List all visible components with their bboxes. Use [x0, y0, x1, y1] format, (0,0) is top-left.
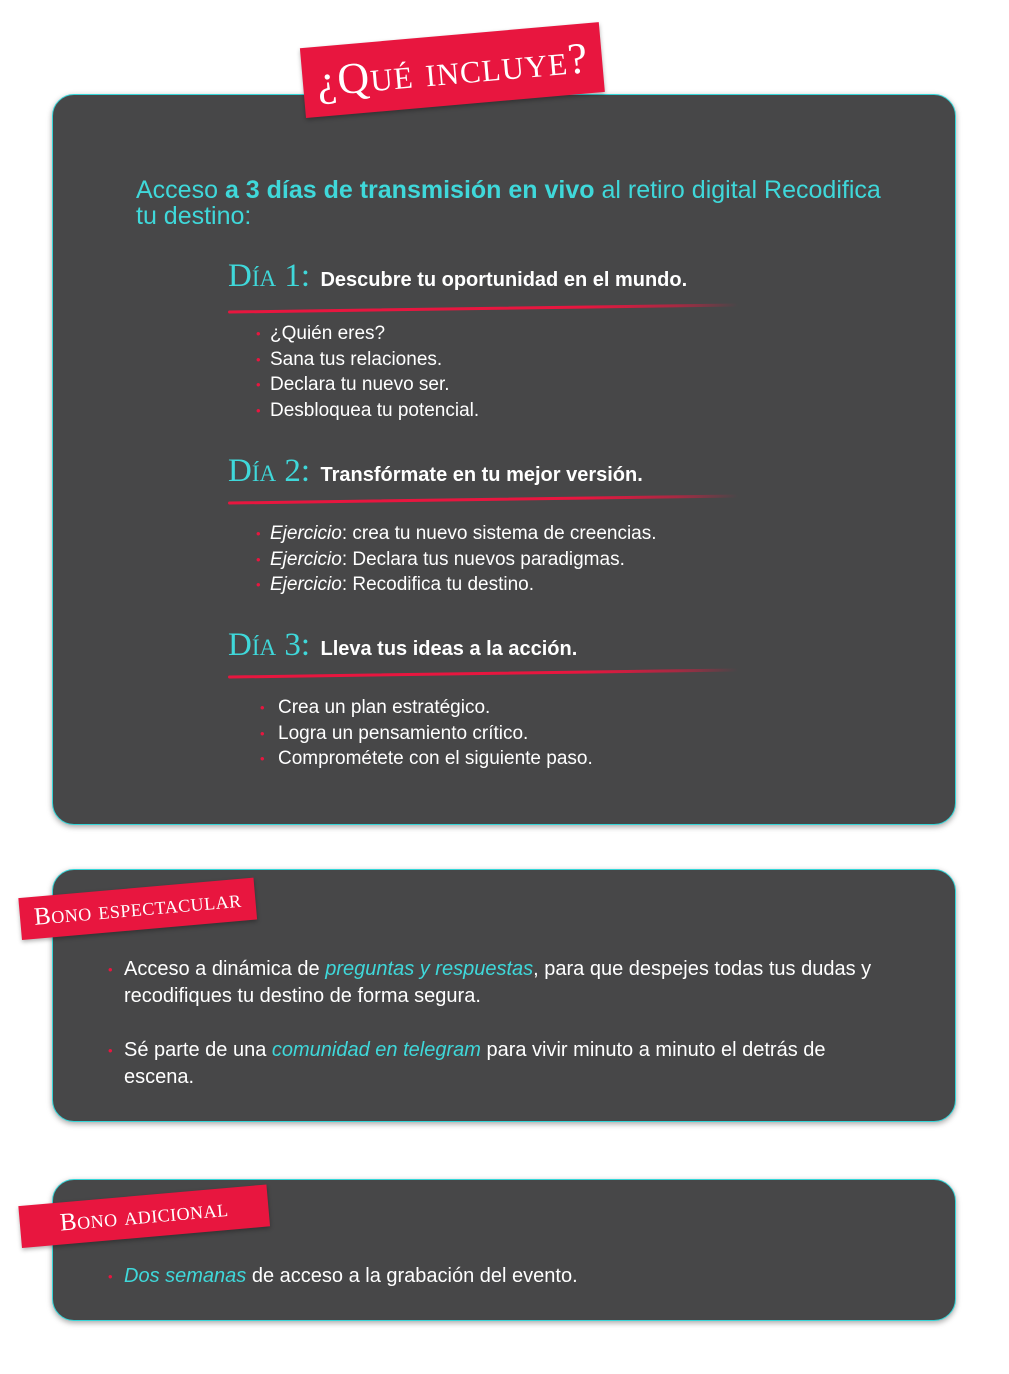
- bullet-icon: •: [256, 551, 261, 567]
- exercise-label: Ejercicio: [270, 548, 342, 570]
- list-item: [256, 572, 657, 598]
- list-item: [108, 956, 898, 1010]
- bullet-icon: •: [108, 1269, 113, 1284]
- list-item-text: Crea un plan estratégico.: [278, 697, 491, 718]
- bullet-icon: •: [260, 725, 265, 741]
- list-item-text: : crea tu nuevo sistema de creencias.: [341, 523, 657, 544]
- bullet-icon: •: [256, 326, 261, 341]
- list-item: [108, 1037, 898, 1091]
- list-item: [256, 521, 657, 547]
- bullet-icon: •: [260, 700, 265, 715]
- list-item-text: ¿Quién eres?: [270, 323, 386, 344]
- bullet-icon: •: [108, 1043, 113, 1058]
- bono-adicional-banner: Bono adicional: [18, 1184, 270, 1248]
- bullet-icon: •: [260, 751, 265, 766]
- list-item-text: , para que despejes todas tus dudas y recodifiques tu destino de forma segura.: [124, 958, 872, 1007]
- intro-part1: Acceso: [136, 176, 225, 204]
- bullet-icon: •: [256, 402, 261, 418]
- list-item: [260, 695, 593, 721]
- list-item: [256, 347, 479, 373]
- list-item: [260, 746, 593, 772]
- list-item-text: Comprométete con el siguiente paso.: [278, 748, 593, 769]
- bullet-icon: •: [256, 351, 261, 367]
- list-item-text: Sé parte de una: [124, 1039, 272, 1061]
- bono-adicional-list: [108, 1263, 898, 1290]
- intro-part2: al retiro digital Recodifica tu destino:: [136, 176, 881, 230]
- day-1-heading: [228, 258, 687, 295]
- list-item: [256, 398, 479, 424]
- list-item: [256, 321, 479, 347]
- list-item-text: Sana tus relaciones.: [270, 348, 443, 370]
- list-item-text: : Recodifica tu destino.: [341, 574, 535, 595]
- day-1-list: [256, 321, 479, 423]
- list-item: [260, 721, 593, 747]
- exercise-label: Ejercicio: [270, 523, 342, 544]
- bullet-icon: •: [256, 577, 261, 592]
- list-item-text: Declara tu nuevo ser.: [270, 374, 450, 395]
- list-item: [256, 372, 479, 398]
- day-2-label: Día 2:: [228, 453, 311, 489]
- day-1-label: Día 1:: [228, 258, 311, 294]
- que-incluye-banner: ¿Qué incluye?: [300, 22, 605, 118]
- bullet-icon: •: [256, 526, 261, 541]
- intro-text: [136, 177, 896, 229]
- day-2-list: [256, 521, 657, 598]
- day-1-title: Descubre tu oportunidad en el mundo.: [320, 269, 688, 291]
- bono-espectacular-banner: Bono espectacular: [18, 878, 257, 940]
- list-item-text: de acceso a la grabación del evento.: [246, 1265, 578, 1287]
- list-item-text: Logra un pensamiento crítico.: [278, 722, 529, 744]
- highlight-text: preguntas y respuestas: [325, 958, 534, 980]
- list-item-text: para vivir minuto a minuto el detrás de escena.: [124, 1039, 826, 1088]
- day-3-heading: [228, 627, 577, 664]
- list-item: [256, 547, 657, 573]
- list-item: [108, 1263, 898, 1290]
- list-item-text: Desbloquea tu potencial.: [270, 399, 480, 421]
- intro-bold: a 3 días de transmisión en vivo: [224, 176, 595, 204]
- day-3-list: [260, 695, 593, 772]
- bullet-icon: •: [108, 962, 113, 977]
- list-item-text: Acceso a dinámica de: [124, 958, 326, 980]
- day-3-title: Lleva tus ideas a la acción.: [320, 638, 578, 660]
- list-item-text: : Declara tus nuevos paradigmas.: [341, 548, 625, 570]
- exercise-label: Ejercicio: [270, 574, 342, 595]
- day-2-title: Transfórmate en tu mejor versión.: [320, 464, 643, 486]
- highlight-text: Dos semanas: [124, 1265, 247, 1287]
- highlight-text: comunidad en telegram: [271, 1039, 481, 1061]
- bullet-icon: •: [256, 377, 261, 392]
- day-3-label: Día 3:: [228, 627, 311, 663]
- day-2-heading: [228, 453, 643, 490]
- bono-espectacular-list: [108, 956, 898, 1091]
